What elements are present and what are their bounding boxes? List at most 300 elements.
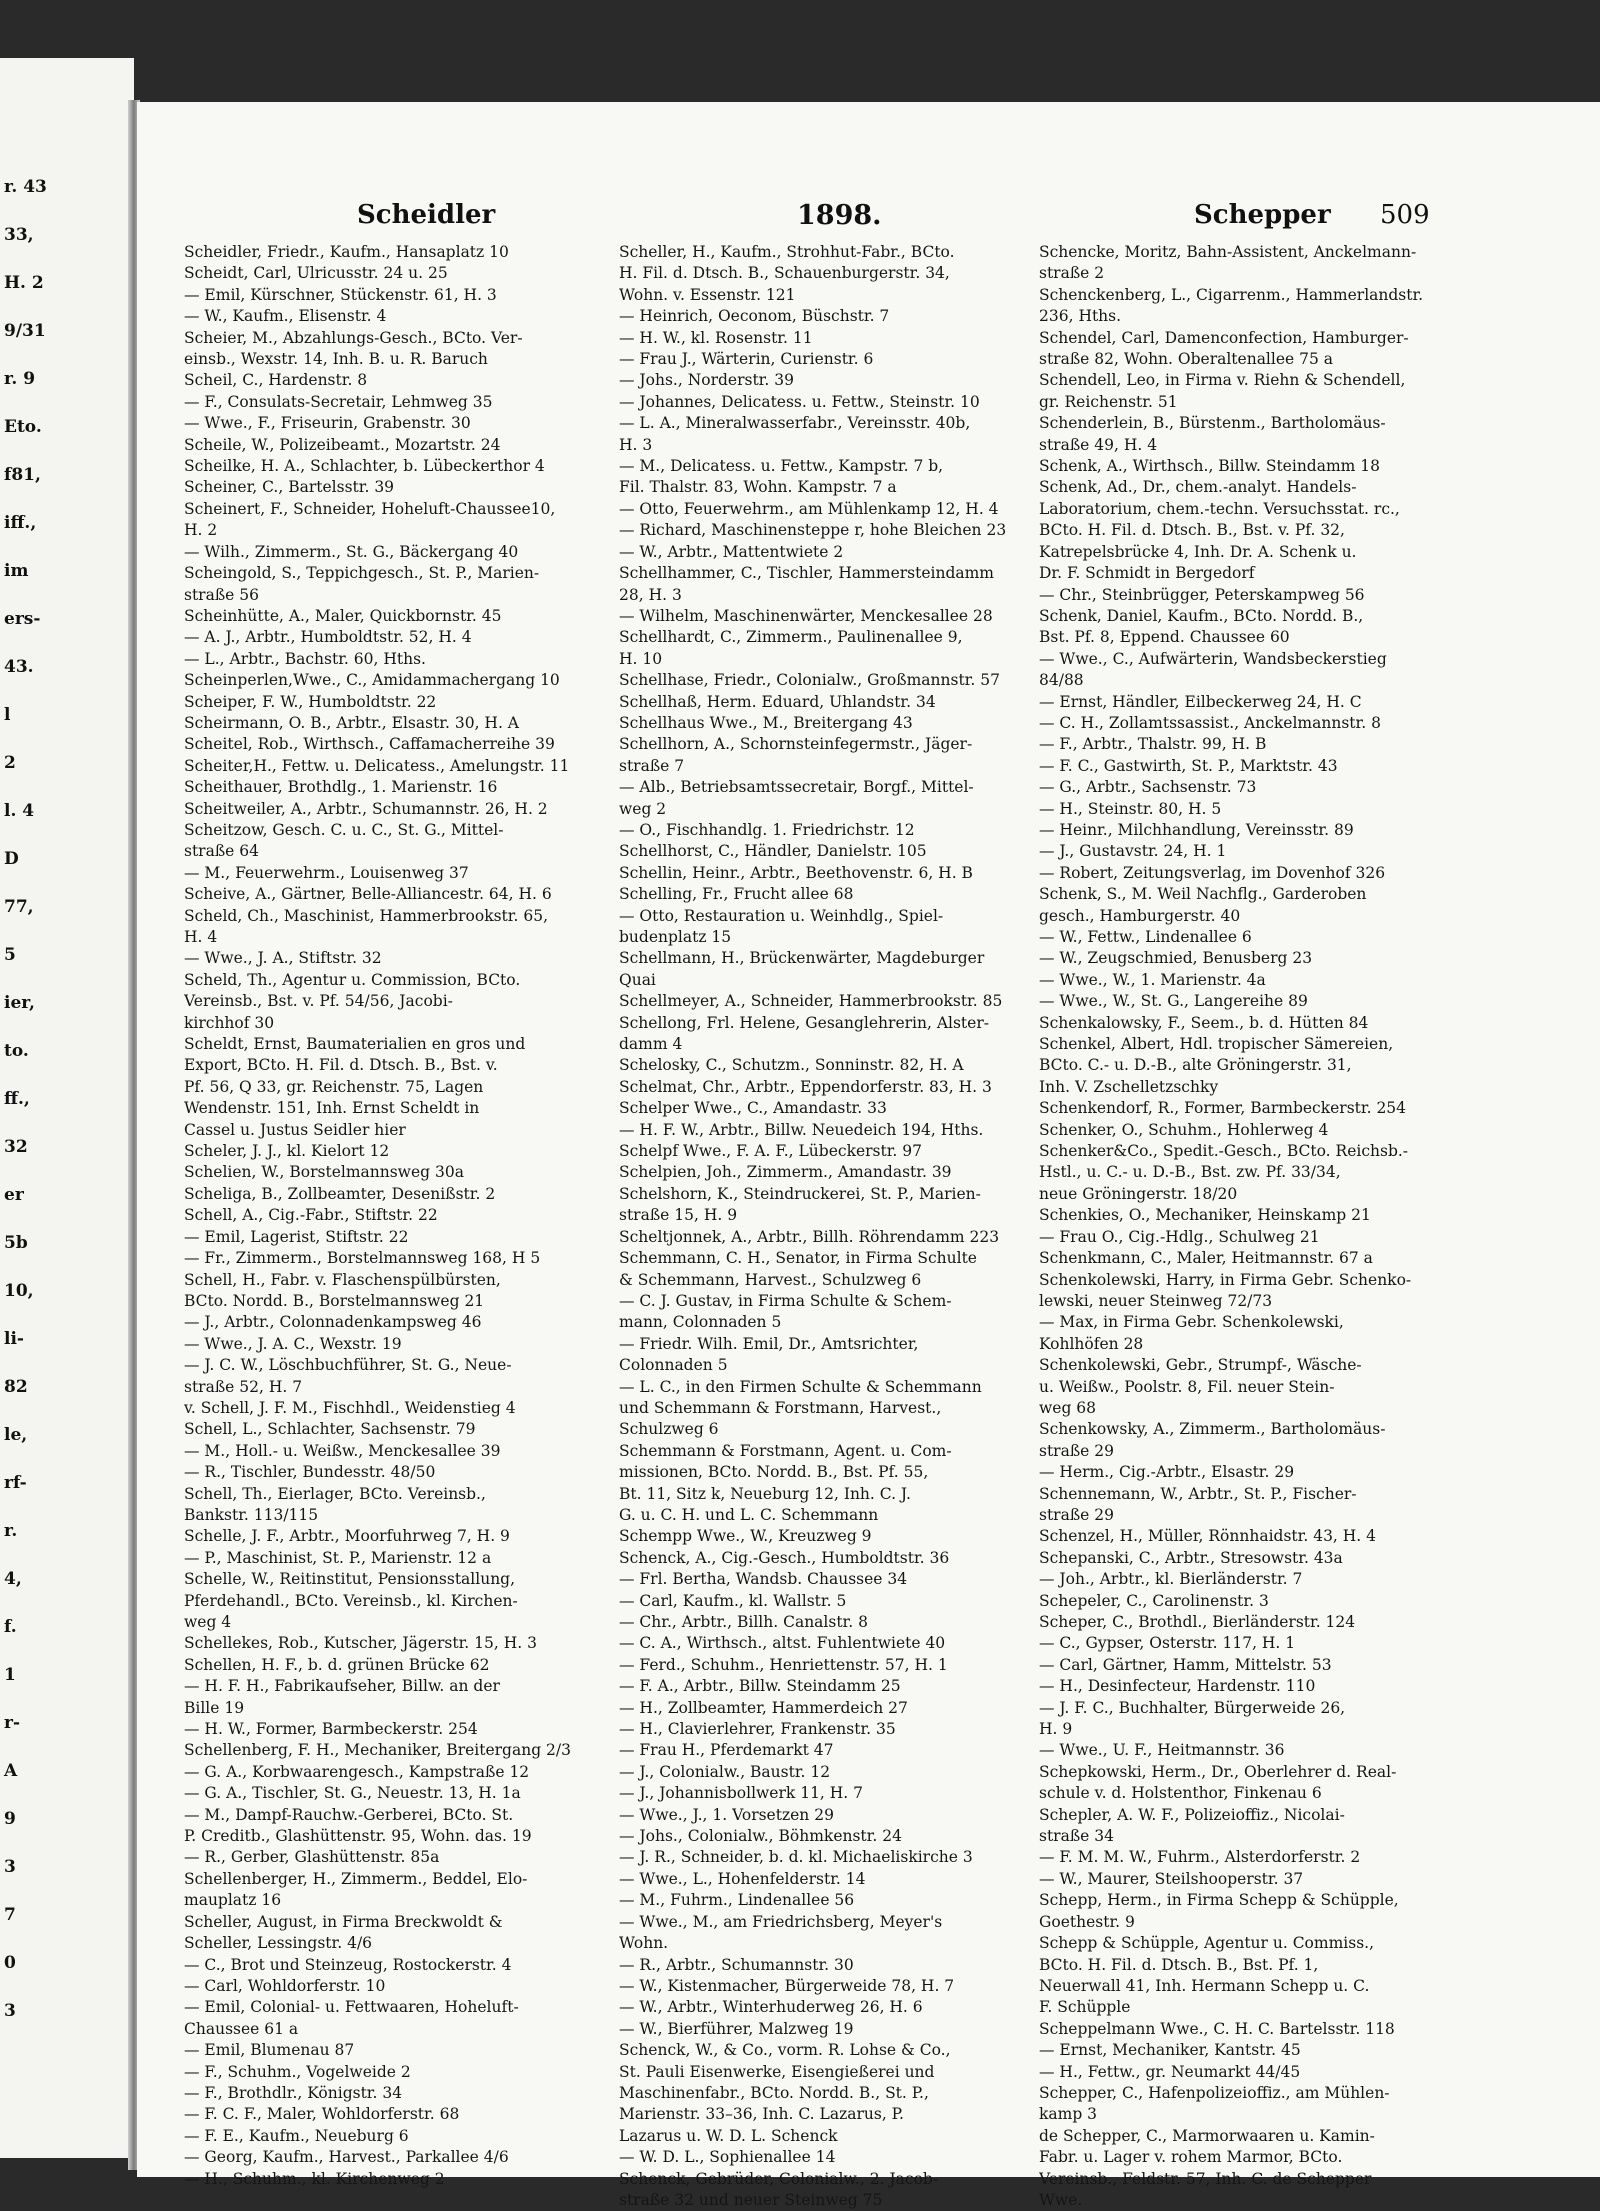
directory-entry: — R., Gerber, Glashüttenstr. 85a [184, 1848, 440, 1867]
directory-entry: Schellhammer, C., Tischler, Hammersteindamm [619, 564, 995, 583]
directory-entry: Fabr. u. Lager v. rohem Marmor, BCto. [1039, 2148, 1343, 2167]
directory-entry: — Wwe., U. F., Heitmannstr. 36 [1039, 1741, 1285, 1760]
directory-entry: Fil. Thalstr. 83, Wohn. Kampstr. 7 a [619, 478, 897, 497]
left-page-fragment-text: 77, [4, 897, 34, 917]
directory-entry: Schellhorn, A., Schornsteinfegermstr., Jäger- [619, 735, 973, 754]
directory-entry: Schenkies, O., Mechaniker, Heinskamp 21 [1039, 1206, 1371, 1225]
directory-entry: Scheingold, S., Teppichgesch., St. P., Marien- [184, 564, 540, 583]
directory-entry: weg 2 [619, 799, 667, 818]
directory-entry: — Carl, Kaufm., kl. Wallstr. 5 [619, 1591, 847, 1610]
directory-entry: straße 15, H. 9 [619, 1206, 738, 1225]
directory-entry: — Frau J., Wärterin, Curienstr. 6 [619, 350, 874, 369]
directory-entry: Schepanski, C., Arbtr., Stresowstr. 43a [1039, 1548, 1343, 1567]
directory-entry: — H. W., Former, Barmbeckerstr. 254 [184, 1720, 478, 1739]
directory-entry: — H., Desinfecteur, Hardenstr. 110 [1039, 1677, 1316, 1696]
directory-entry: mauplatz 16 [184, 1891, 282, 1910]
directory-entry: Schepp, Herm., in Firma Schepp & Schüpple, [1039, 1891, 1399, 1910]
directory-entry: Schellhase, Friedr., Colonialw., Großmannstr. 57 [619, 671, 1000, 690]
directory-entry: — Ferd., Schuhm., Henriettenstr. 57, H. 1 [619, 1655, 948, 1674]
directory-entry: u. Weißw., Poolstr. 8, Fil. neuer Stein- [1039, 1377, 1335, 1396]
directory-entry: weg 4 [184, 1613, 232, 1631]
page-number: 509 [1380, 200, 1430, 230]
directory-entry: Export, BCto. H. Fil. d. Dtsch. B., Bst. v. [184, 1056, 498, 1075]
directory-entry: Scheper, C., Brothdl., Bierländerstr. 124 [1039, 1613, 1356, 1631]
directory-entry: Laboratorium, chem.-techn. Versuchsstat. rc., [1039, 499, 1400, 518]
left-page-fragment-text: rf- [4, 1473, 27, 1493]
directory-entry: Scheier, M., Abzahlungs-Gesch., BCto. Ver- [184, 328, 523, 347]
directory-entry: Kohlhöfen 28 [1039, 1334, 1144, 1353]
left-page-fragment-text: iff., [4, 513, 37, 533]
directory-entry: straße 32 und neuer Steinweg 75 [619, 2190, 883, 2209]
directory-entry: — L., Arbtr., Bachstr. 60, Hths. [184, 649, 426, 668]
header-year: 1898. [797, 200, 882, 231]
directory-entry: — Wwe., W., St. G., Langereihe 89 [1039, 992, 1308, 1011]
directory-entry: Scheldt, Ernst, Baumaterialien en gros und [184, 1035, 526, 1054]
directory-entry: Schenkendorf, R., Former, Barmbeckerstr. 254 [1039, 1099, 1407, 1118]
directory-entry: Scheld, Th., Agentur u. Commission, BCto. [184, 970, 521, 989]
directory-entry: — H. W., kl. Rosenstr. 11 [619, 328, 813, 347]
left-page-fragment-text: 82 [4, 1377, 28, 1397]
directory-entry: Scheil, C., Hardenstr. 8 [184, 371, 368, 390]
left-page-fragment-text: 3 [4, 2001, 16, 2021]
directory-entry: kirchhof 30 [184, 1013, 275, 1032]
directory-entry: F. Schüpple [1039, 1998, 1131, 2017]
left-page-fragment-text: r. 9 [4, 369, 36, 389]
left-page-fragment-text: r. 43 [4, 177, 47, 197]
header-first-name: Scheidler [357, 200, 496, 230]
directory-entry: — C. A., Wirthsch., altst. Fuhlentwiete 40 [619, 1634, 946, 1653]
directory-entry: Scheliga, B., Zollbeamter, Desenißstr. 2 [184, 1184, 496, 1203]
directory-entry: BCto. H. Fil. d. Dtsch. B., Bst. v. Pf. 32, [1039, 521, 1345, 540]
directory-entry: Schenk, A., Wirthsch., Billw. Steindamm 18 [1039, 457, 1381, 476]
left-page-fragment-text: im [4, 561, 29, 581]
directory-entry: Chaussee 61 a [184, 2019, 299, 2038]
directory-entry: — Max, in Firma Gebr. Schenkolewski, [1039, 1313, 1344, 1332]
directory-entry: G. u. C. H. und L. C. Schemmann [619, 1505, 879, 1524]
directory-entry: — J. F. C., Buchhalter, Bürgerweide 26, [1039, 1698, 1346, 1717]
directory-entry: — Richard, Maschinensteppe r, hohe Bleichen 23 [619, 521, 1007, 540]
directory-entry: — G., Arbtr., Sachsenstr. 73 [1039, 778, 1257, 797]
header-last-name: Schepper [1194, 200, 1331, 230]
directory-entry: — H. F. H., Fabrikaufseher, Billw. an der [184, 1677, 500, 1696]
directory-entry: Scheiner, C., Bartelsstr. 39 [184, 478, 395, 497]
left-page-fragment-text: ff., [4, 1089, 30, 1109]
directory-entry: Schepler, A. W. F., Polizeioffiz., Nicolai- [1039, 1805, 1345, 1824]
directory-entry: Schell, A., Cig.-Fabr., Stiftstr. 22 [184, 1206, 438, 1225]
directory-entry: Maschinenfabr., BCto. Nordd. B., St. P., [619, 2083, 929, 2102]
directory-entry: Schendel, Carl, Damenconfection, Hamburger- [1039, 328, 1409, 347]
running-header [137, 200, 1600, 240]
directory-entry: Schenkel, Albert, Hdl. tropischer Sämereien, [1039, 1035, 1394, 1054]
directory-entry: Schenkalowsky, F., Seem., b. d. Hütten 84 [1039, 1013, 1369, 1032]
directory-entry: — Alb., Betriebsamtssecretair, Borgf., Mittel- [619, 778, 974, 797]
directory-entry: — Carl, Wohldorferstr. 10 [184, 1976, 386, 1995]
directory-entry: — Wwe., L., Hohenfelderstr. 14 [619, 1869, 866, 1888]
directory-entry: Marienstr. 33–36, Inh. C. Lazarus, P. [619, 2105, 904, 2124]
directory-entry: Schellin, Heinr., Arbtr., Beethovenstr. 6, H. B [619, 863, 973, 882]
directory-entry: Scheppelmann Wwe., C. H. C. Bartelsstr. 118 [1039, 2019, 1395, 2038]
directory-entry: — R., Tischler, Bundesstr. 48/50 [184, 1463, 436, 1482]
directory-entry: — Wwe., M., am Friedrichsberg, Meyer's [619, 1912, 943, 1931]
directory-entry: 28, H. 3 [619, 585, 682, 604]
directory-entry: — W. D. L., Sophienallee 14 [619, 2148, 836, 2167]
directory-page [137, 102, 1600, 2209]
directory-entry: Schepeler, C., Carolinenstr. 3 [1039, 1591, 1269, 1610]
directory-entry: Vereinsb., Bst. v. Pf. 54/56, Jacobi- [184, 992, 453, 1011]
directory-entry: — M., Delicatess. u. Fettw., Kampstr. 7 b, [619, 457, 944, 476]
directory-entry: Scheinert, F., Schneider, Hoheluft-Chaussee10, [184, 499, 556, 518]
directory-entry: — Wwe., W., 1. Marienstr. 4a [1039, 970, 1266, 989]
directory-entry: Schepp & Schüpple, Agentur u. Commiss., [1039, 1934, 1375, 1953]
directory-entry: Schenkolewski, Harry, in Firma Gebr. Schenko- [1039, 1270, 1412, 1289]
left-page-fragment-text: ier, [4, 993, 35, 1013]
left-page-fragment-text: l. 4 [4, 801, 35, 821]
directory-entry: lewski, neuer Steinweg 72/73 [1039, 1291, 1273, 1310]
directory-entry: Bankstr. 113/115 [184, 1505, 319, 1524]
directory-entry: — Ernst, Händler, Eilbeckerweg 24, H. C [1039, 692, 1362, 711]
directory-entry: 236, Hths. [1039, 307, 1122, 326]
directory-entry: straße 64 [184, 842, 260, 861]
directory-entry: — W., Maurer, Steilshooperstr. 37 [1039, 1869, 1304, 1888]
directory-entry: Schelling, Fr., Frucht allee 68 [619, 885, 854, 904]
left-page-fragment-text: 43. [4, 657, 34, 677]
directory-entry: Scheler, J. J., kl. Kielort 12 [184, 1142, 390, 1161]
directory-entry: — J., Gustavstr. 24, H. 1 [1039, 842, 1227, 861]
directory-entry: — W., Arbtr., Winterhuderweg 26, H. 6 [619, 1998, 923, 2017]
directory-entry: Schelien, W., Borstelmannsweg 30a [184, 1163, 464, 1182]
directory-entry: 84/88 [1039, 671, 1084, 690]
directory-entry: Schenkowsky, A., Zimmerm., Bartholomäus- [1039, 1420, 1386, 1439]
directory-entry: straße 29 [1039, 1441, 1115, 1460]
directory-entry: Schenck, Gebrüder, Colonialw., 2. Jacob- [619, 2169, 939, 2188]
directory-entry: Schellmeyer, A., Schneider, Hammerbrookstr. 85 [619, 992, 1003, 1011]
left-page-fragment-text: 10, [4, 1281, 34, 1301]
directory-entry: Scheithauer, Brothdlg., 1. Marienstr. 16 [184, 778, 498, 797]
directory-entry: mann, Colonnaden 5 [619, 1313, 782, 1332]
left-page-fragment-text: 7 [4, 1905, 16, 1925]
left-page-fragment-text: A [4, 1761, 18, 1781]
directory-entry: — Frau O., Cig.-Hdlg., Schulweg 21 [1039, 1227, 1320, 1246]
left-page-fragment-text: ers- [4, 609, 41, 629]
directory-entry: Wendenstr. 151, Inh. Ernst Scheldt in [184, 1099, 480, 1118]
directory-entry: Schenk, S., M. Weil Nachflg., Garderoben [1039, 885, 1367, 904]
directory-entry: — Emil, Blumenau 87 [184, 2041, 355, 2060]
directory-entry: Schenker&Co., Spedit.-Gesch., BCto. Reichsb.- [1039, 1142, 1409, 1161]
directory-entry: — H., Steinstr. 80, H. 5 [1039, 799, 1222, 818]
left-page-fragment-text: Eto. [4, 417, 42, 437]
column-3 [1039, 242, 1471, 2211]
directory-entry: Schendell, Leo, in Firma v. Riehn & Schendell, [1039, 371, 1406, 390]
directory-entry: — W., Kaufm., Elisenstr. 4 [184, 307, 387, 326]
directory-entry: Wwe. [1039, 2190, 1083, 2209]
directory-entry: straße 56 [184, 585, 260, 604]
directory-entry: neue Gröningerstr. 18/20 [1039, 1184, 1238, 1203]
left-page-fragment-text: 5b [4, 1233, 28, 1253]
left-page-fragment-text: 9/31 [4, 321, 46, 341]
directory-entry: Pferdehandl., BCto. Vereinsb., kl. Kirchen- [184, 1591, 518, 1610]
directory-entry: gr. Reichenstr. 51 [1039, 392, 1178, 411]
directory-entry: H. 2 [184, 521, 218, 540]
directory-entry: — Otto, Feuerwehrm., am Mühlenkamp 12, H. 4 [619, 499, 999, 518]
directory-entry: — Heinrich, Oeconom, Büschstr. 7 [619, 307, 890, 326]
left-page-fragment-text: 0 [4, 1953, 16, 1973]
directory-entry: BCto. C.- u. D.-B., alte Gröningerstr. 31, [1039, 1056, 1352, 1075]
directory-entry: — Johannes, Delicatess. u. Fettw., Steinstr. 10 [619, 392, 980, 411]
directory-entry: — M., Fuhrm., Lindenallee 56 [619, 1891, 855, 1910]
directory-entry: — F. M. M. W., Fuhrm., Alsterdorferstr. 2 [1039, 1848, 1361, 1867]
left-page-fragment-text: 9 [4, 1809, 16, 1829]
directory-entry: H. 10 [619, 649, 663, 668]
directory-entry: H. 9 [1039, 1720, 1073, 1739]
directory-entry: Schenzel, H., Müller, Rönnhaidstr. 43, H. 4 [1039, 1527, 1377, 1546]
directory-entry: weg 68 [1039, 1398, 1097, 1417]
directory-entry: missionen, BCto. Nordd. B., Bst. Pf. 55, [619, 1463, 929, 1482]
directory-entry: — Heinr., Milchhandlung, Vereinsstr. 89 [1039, 820, 1354, 839]
directory-entry: Schellhardt, C., Zimmerm., Paulinenallee 9, [619, 628, 963, 647]
directory-entry: — W., Kistenmacher, Bürgerweide 78, H. 7 [619, 1976, 955, 1995]
directory-entry: kamp 3 [1039, 2105, 1098, 2124]
directory-entry: Scheller, Lessingstr. 4/6 [184, 1934, 373, 1953]
directory-entry: straße 2 [1039, 264, 1105, 283]
directory-entry: — Herm., Cig.-Arbtr., Elsastr. 29 [1039, 1463, 1295, 1482]
directory-entry: — G. A., Tischler, St. G., Neuestr. 13, H. 1a [184, 1784, 521, 1803]
directory-entry: Scheltjonnek, A., Arbtr., Billh. Röhrendamm 223 [619, 1227, 1000, 1246]
directory-entry: — Fr., Zimmerm., Borstelmannsweg 168, H 5 [184, 1249, 541, 1268]
directory-entry: — M., Feuerwehrm., Louisenweg 37 [184, 863, 469, 882]
directory-entry: Scheitel, Rob., Wirthsch., Caffamacherreihe 39 [184, 735, 555, 754]
directory-entry: Scheiper, F. W., Humboldtstr. 22 [184, 692, 437, 711]
directory-entry: — J., Johannisbollwerk 11, H. 7 [619, 1784, 864, 1803]
left-page-fragment-text: f81, [4, 465, 41, 485]
directory-entry: Bt. 11, Sitz k, Neueburg 12, Inh. C. J. [619, 1484, 911, 1503]
directory-entry: Schelmat, Chr., Arbtr., Eppendorferstr. 83, H. 3 [619, 1077, 992, 1096]
directory-entry: Schempp Wwe., W., Kreuzweg 9 [619, 1527, 872, 1546]
directory-entry: Scheinperlen,Wwe., C., Amidammachergang 10 [184, 671, 560, 690]
directory-entry: — H., Schuhm., kl. Kirchenweg 2 [184, 2169, 445, 2188]
directory-entry: — F., Brothdlr., Königstr. 34 [184, 2083, 403, 2102]
directory-entry: St. Pauli Eisenwerke, Eisengießerei und [619, 2062, 935, 2081]
directory-entry: — H., Zollbeamter, Hammerdeich 27 [619, 1698, 908, 1717]
directory-entry: — Carl, Gärtner, Hamm, Mittelstr. 53 [1039, 1655, 1332, 1674]
directory-entry: damm 4 [619, 1035, 683, 1054]
directory-entry: Schell, Th., Eierlager, BCto. Vereinsb., [184, 1484, 486, 1503]
directory-entry: — Otto, Restauration u. Weinhdlg., Spiel- [619, 906, 944, 925]
directory-entry: Schelle, W., Reitinstitut, Pensionsstallung, [184, 1570, 516, 1589]
directory-entry: Scheller, H., Kaufm., Strohhut-Fabr., BCto. [619, 243, 955, 261]
directory-entry: — Johs., Colonialw., Böhmkenstr. 24 [619, 1827, 902, 1846]
directory-entry: Schellekes, Rob., Kutscher, Jägerstr. 15, H. 3 [184, 1634, 537, 1653]
left-page-fragment-text: 2 [4, 753, 16, 773]
directory-entry: de Schepper, C., Marmorwaaren u. Kamin- [1039, 2126, 1375, 2145]
column-1 [184, 242, 639, 2190]
directory-entry: — W., Zeugschmied, Benusberg 23 [1039, 949, 1313, 968]
directory-entry: — J., Colonialw., Baustr. 12 [619, 1762, 831, 1781]
directory-entry: — C. J. Gustav, in Firma Schulte & Schem- [619, 1291, 952, 1310]
directory-entry: — Wwe., C., Aufwärterin, Wandsbeckerstieg [1039, 649, 1387, 668]
directory-entry: Scheitweiler, A., Arbtr., Schumannstr. 26, H. 2 [184, 799, 548, 818]
directory-entry: Schellenberg, F. H., Mechaniker, Breitergang 2/3 [184, 1741, 571, 1760]
directory-entry: — Joh., Arbtr., kl. Bierländerstr. 7 [1039, 1570, 1303, 1589]
directory-entry: — Emil, Kürschner, Stückenstr. 61, H. 3 [184, 285, 497, 304]
directory-entry: Scheinhütte, A., Maler, Quickbornstr. 45 [184, 606, 502, 625]
directory-entry: — Wwe., J. A. C., Wexstr. 19 [184, 1334, 402, 1353]
directory-entry: Schenker, O., Schuhm., Hohlerweg 4 [1039, 1120, 1329, 1139]
directory-entry: — Friedr. Wilh. Emil, Dr., Amtsrichter, [619, 1334, 919, 1353]
directory-entry: — F. C., Gastwirth, St. P., Marktstr. 43 [1039, 756, 1338, 775]
left-page-fragment-text: 32 [4, 1137, 28, 1157]
directory-entry: straße 7 [619, 756, 685, 775]
directory-entry: Wohn. [619, 1934, 669, 1953]
directory-entry: — Wilhelm, Maschinenwärter, Menckesallee 28 [619, 606, 993, 625]
directory-entry: & Schemmann, Harvest., Schulzweg 6 [619, 1270, 922, 1289]
directory-entry: Scheilke, H. A., Schlachter, b. Lübeckerthor 4 [184, 457, 545, 476]
directory-entry: Schellhorst, C., Händler, Danielstr. 105 [619, 842, 927, 861]
directory-entry: Bst. Pf. 8, Eppend. Chaussee 60 [1039, 628, 1290, 647]
directory-entry: H. Fil. d. Dtsch. B., Schauenburgerstr. 34, [619, 264, 950, 283]
directory-entry: — R., Arbtr., Schumannstr. 30 [619, 1955, 854, 1974]
directory-entry: Goethestr. 9 [1039, 1912, 1135, 1931]
directory-entry: — Ernst, Mechaniker, Kantstr. 45 [1039, 2041, 1301, 2060]
directory-entry: — Wilh., Zimmerm., St. G., Bäckergang 40 [184, 542, 519, 561]
directory-entry: Schulzweg 6 [619, 1420, 719, 1439]
directory-entry: Schellhaß, Herm. Eduard, Uhlandstr. 34 [619, 692, 936, 711]
directory-entry: — O., Fischhandlg. 1. Friedrichstr. 12 [619, 820, 915, 839]
directory-entry: Schelper Wwe., C., Amandastr. 33 [619, 1099, 887, 1118]
directory-entry: Schemmann & Forstmann, Agent. u. Com- [619, 1441, 952, 1460]
directory-entry: — W., Arbtr., Mattentwiete 2 [619, 542, 844, 561]
directory-entry: — Robert, Zeitungsverlag, im Dovenhof 326 [1039, 863, 1386, 882]
directory-entry: Cassel u. Justus Seidler hier [184, 1120, 406, 1139]
directory-entry: v. Schell, J. F. M., Fischhdl., Weidenstieg 4 [184, 1398, 516, 1417]
directory-entry: — F., Arbtr., Thalstr. 99, H. B [1039, 735, 1267, 754]
directory-entry: — F. C. F., Maler, Wohldorferstr. 68 [184, 2105, 460, 2124]
directory-entry: — L. C., in den Firmen Schulte & Schemmann [619, 1377, 982, 1396]
directory-entry: — H. F. W., Arbtr., Billw. Neuedeich 194, Hths. [619, 1120, 984, 1139]
directory-entry: Schenckenberg, L., Cigarrenm., Hammerlandstr. [1039, 285, 1424, 304]
directory-entry: P. Creditb., Glashüttenstr. 95, Wohn. das. 19 [184, 1827, 532, 1846]
directory-entry: H. 4 [184, 928, 218, 946]
directory-entry: Scheller, August, in Firma Breckwoldt & [184, 1912, 503, 1931]
directory-entry: Schellenberger, H., Zimmerm., Beddel, Elo- [184, 1869, 528, 1888]
directory-entry: — Frl. Bertha, Wandsb. Chaussee 34 [619, 1570, 908, 1589]
directory-entry: Scheirmann, O. B., Arbtr., Elsastr. 30, H. A [184, 713, 519, 732]
directory-entry: — P., Maschinist, St. P., Marienstr. 12 a [184, 1548, 492, 1567]
directory-entry: straße 34 [1039, 1827, 1115, 1846]
directory-entry: Schennemann, W., Arbtr., St. P., Fischer- [1039, 1484, 1357, 1503]
directory-entry: Schelpien, Joh., Zimmerm., Amandastr. 39 [619, 1163, 952, 1182]
directory-entry: straße 82, Wohn. Oberaltenallee 75 a [1039, 350, 1334, 369]
directory-entry: Scheitzow, Gesch. C. u. C., St. G., Mittel- [184, 820, 504, 839]
directory-entry: Schenkmann, C., Maler, Heitmannstr. 67 a [1039, 1249, 1373, 1268]
directory-entry: Katrepelsbrücke 4, Inh. Dr. A. Schenk u. [1039, 542, 1357, 561]
directory-entry: Pf. 56, Q 33, gr. Reichenstr. 75, Lagen [184, 1077, 484, 1096]
left-page-fragment-text: D [4, 849, 19, 869]
directory-entry: Schencke, Moritz, Bahn-Assistent, Anckelmann- [1039, 243, 1417, 261]
directory-entry: BCto. Nordd. B., Borstelmannsweg 21 [184, 1291, 485, 1310]
directory-entry: — C. H., Zollamtssassist., Anckelmannstr. 8 [1039, 713, 1381, 732]
left-page-fragment-text: 3 [4, 1857, 16, 1877]
directory-entry: straße 49, H. 4 [1039, 435, 1158, 454]
directory-entry: Schenk, Daniel, Kaufm., BCto. Nordd. B., [1039, 606, 1364, 625]
directory-entry: BCto. H. Fil. d. Dtsch. B., Bst. Pf. 1, [1039, 1955, 1319, 1974]
directory-entry: — W., Bierführer, Malzweg 19 [619, 2019, 854, 2038]
directory-entry: — F., Consulats-Secretair, Lehmweg 35 [184, 392, 493, 411]
left-page-fragment-text: l [4, 705, 11, 725]
directory-entry: — Chr., Arbtr., Billh. Canalstr. 8 [619, 1613, 868, 1631]
directory-entry: — A. J., Arbtr., Humboldtstr. 52, H. 4 [184, 628, 472, 647]
directory-entry: Neuerwall 41, Inh. Hermann Schepp u. C. [1039, 1976, 1370, 1995]
directory-entry: Schenck, A., Cig.-Gesch., Humboldtstr. 36 [619, 1548, 950, 1567]
directory-entry: H. 3 [619, 435, 653, 454]
directory-entry: Schellmann, H., Brückenwärter, Magdeburger [619, 949, 985, 968]
directory-entry: Bille 19 [184, 1698, 245, 1717]
directory-entry: Schell, L., Schlachter, Sachsenstr. 79 [184, 1420, 476, 1439]
directory-entry: — L. A., Mineralwasserfabr., Vereinsstr. 40b, [619, 414, 971, 433]
directory-entry: Schelpf Wwe., F. A. F., Lübeckerstr. 97 [619, 1142, 923, 1161]
directory-entry: — Johs., Norderstr. 39 [619, 371, 794, 390]
directory-entry: — J., Arbtr., Colonnadenkampsweg 46 [184, 1313, 482, 1332]
left-page-fragment-text: H. 2 [4, 273, 44, 293]
directory-entry: Schellhaus Wwe., M., Breitergang 43 [619, 713, 913, 732]
directory-entry: einsb., Wexstr. 14, Inh. B. u. R. Baruch [184, 350, 488, 369]
directory-entry: schule v. d. Holstenthor, Finkenau 6 [1039, 1784, 1322, 1803]
directory-entry: — J. R., Schneider, b. d. kl. Michaeliskirche 3 [619, 1848, 973, 1867]
directory-entry: — J. C. W., Löschbuchführer, St. G., Neue- [184, 1356, 512, 1375]
directory-entry: Colonnaden 5 [619, 1356, 728, 1375]
directory-entry: Schenck, W., & Co., vorm. R. Lohse & Co., [619, 2041, 951, 2060]
left-page-fragment-text: r- [4, 1713, 21, 1733]
directory-entry: und Schemmann & Forstmann, Harvest., [619, 1398, 942, 1417]
directory-entry: Dr. F. Schmidt in Bergedorf [1039, 564, 1255, 583]
directory-entry: — Chr., Steinbrügger, Peterskampweg 56 [1039, 585, 1365, 604]
directory-entry: Schemmann, C. H., Senator, in Firma Schulte [619, 1249, 977, 1268]
directory-entry: — Wwe., F., Friseurin, Grabenstr. 30 [184, 414, 471, 433]
directory-entry: — F. E., Kaufm., Neueburg 6 [184, 2126, 409, 2145]
directory-entry: — Emil, Colonial- u. Fettwaaren, Hoheluft- [184, 1998, 519, 2017]
directory-entry: Schellong, Frl. Helene, Gesanglehrerin, Alster- [619, 1013, 989, 1032]
directory-entry: — G. A., Korbwaarengesch., Kampstraße 12 [184, 1762, 530, 1781]
directory-entry: Schenderlein, B., Bürstenm., Bartholomäus- [1039, 414, 1386, 433]
directory-entry: — M., Holl.- u. Weißw., Menckesallee 39 [184, 1441, 501, 1460]
directory-entry: — H., Clavierlehrer, Frankenstr. 35 [619, 1720, 896, 1739]
directory-entry: straße 52, H. 7 [184, 1377, 303, 1396]
directory-entry: — F. A., Arbtr., Billw. Steindamm 25 [619, 1677, 901, 1696]
directory-entry: Scheile, W., Polizeibeamt., Mozartstr. 24 [184, 435, 501, 454]
directory-entry: Scheld, Ch., Maschinist, Hammerbrookstr. 65, [184, 906, 548, 925]
left-page-fragment-text: 5 [4, 945, 16, 965]
directory-entry: Inh. V. Zschelletzschky [1039, 1077, 1219, 1096]
directory-entry: Schellen, H. F., b. d. grünen Brücke 62 [184, 1655, 490, 1674]
directory-entry: Quai [619, 970, 656, 989]
directory-entry: Schenkolewski, Gebr., Strumpf-, Wäsche- [1039, 1356, 1362, 1375]
directory-entry: — M., Dampf-Rauchw.-Gerberei, BCto. St. [184, 1805, 514, 1824]
left-page-fragment-text: 33, [4, 225, 34, 245]
directory-entry: Schelshorn, K., Steindruckerei, St. P., Marien- [619, 1184, 981, 1203]
directory-entry: Wohn. v. Essenstr. 121 [619, 285, 796, 304]
directory-entry: gesch., Hamburgerstr. 40 [1039, 906, 1241, 925]
left-page-fragment [0, 58, 134, 2158]
directory-entry: Schenk, Ad., Dr., chem.-analyt. Handels- [1039, 478, 1357, 497]
directory-entry: Hstl., u. C.- u. D.-B., Bst. zw. Pf. 33/34, [1039, 1163, 1341, 1182]
directory-entry: Schelosky, C., Schutzm., Sonninstr. 82, H. A [619, 1056, 964, 1075]
left-page-fragment-text: er [4, 1185, 24, 1205]
directory-entry: straße 29 [1039, 1505, 1115, 1524]
directory-entry: — Wwe., J. A., Stiftstr. 32 [184, 949, 382, 968]
directory-entry: — W., Fettw., Lindenallee 6 [1039, 928, 1252, 946]
directory-entry: — Georg, Kaufm., Harvest., Parkallee 4/6 [184, 2148, 509, 2167]
directory-entry: Vereinsb., Feldstr. 57, Inh. C. de Schepper [1039, 2169, 1372, 2188]
left-page-fragment-text: 1 [4, 1665, 16, 1685]
